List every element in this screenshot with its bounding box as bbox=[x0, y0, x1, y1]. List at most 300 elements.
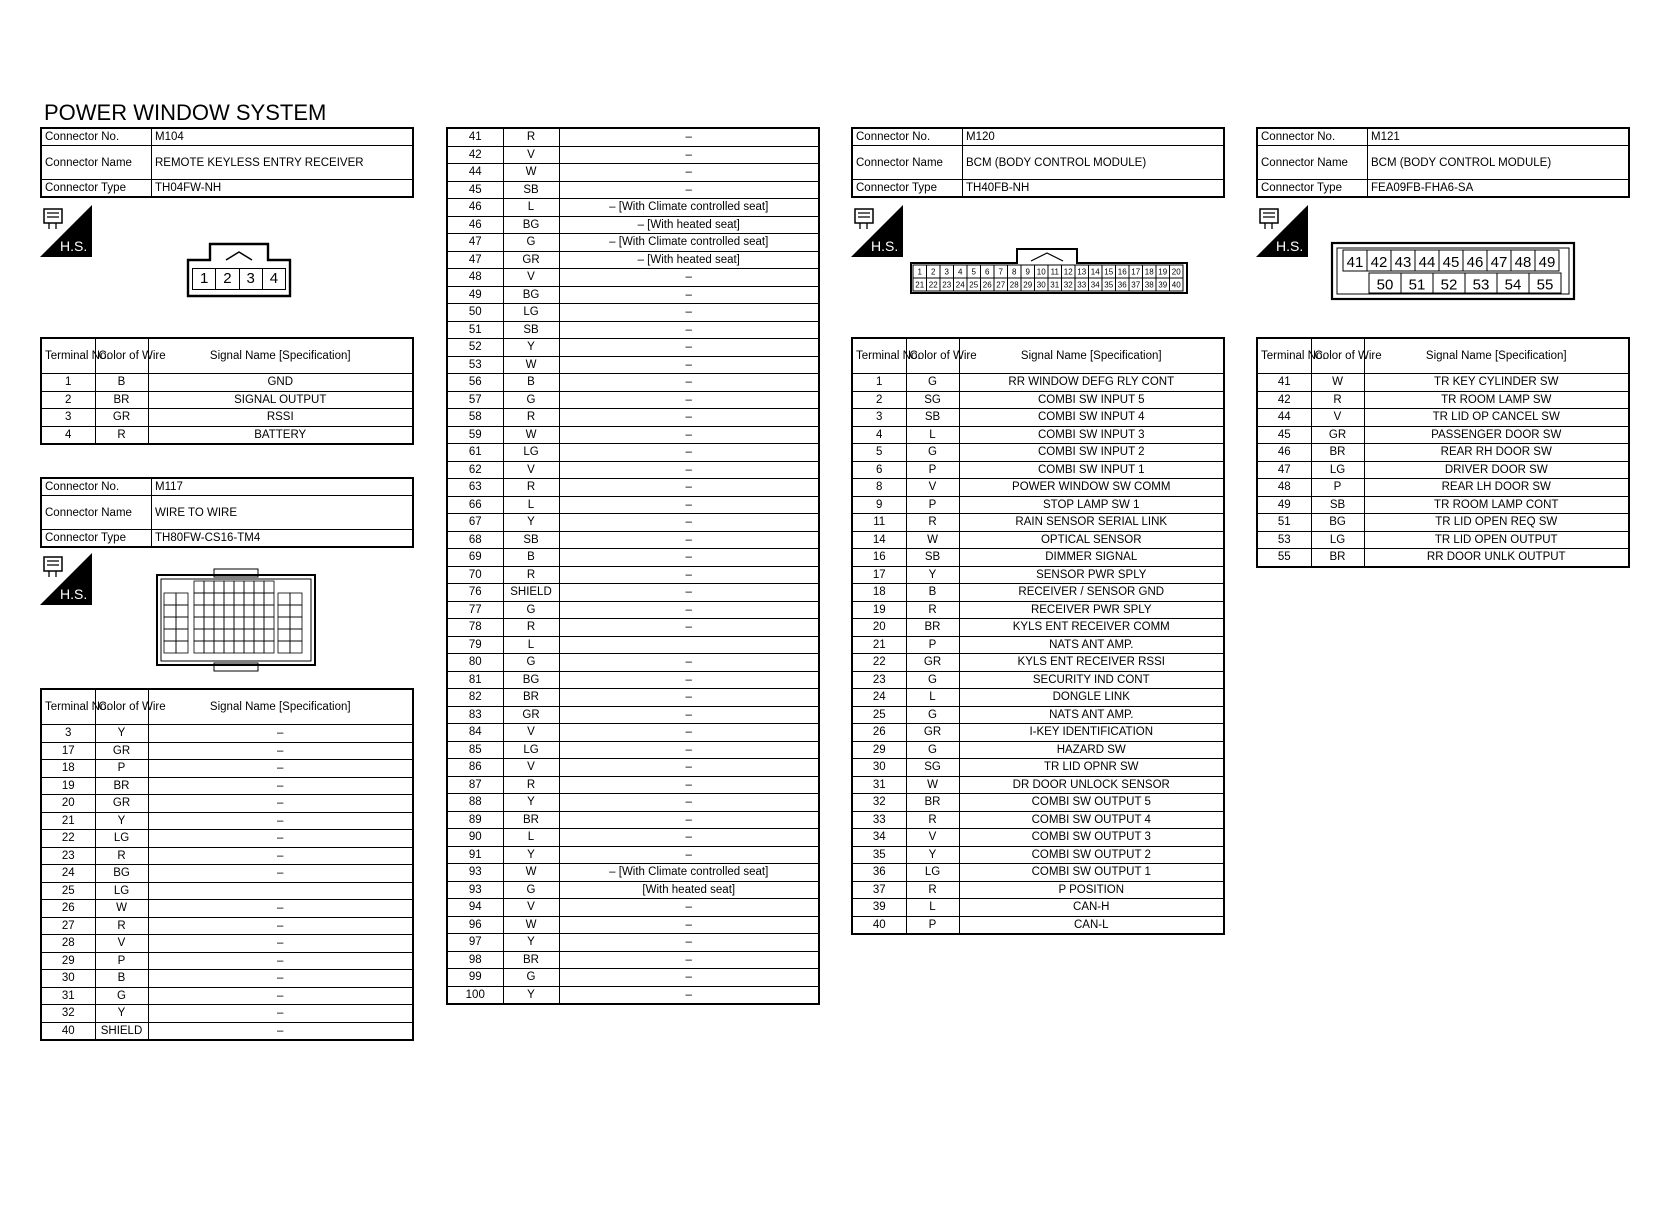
wire-color-cell: BR bbox=[503, 689, 559, 707]
table-row bbox=[447, 986, 819, 1004]
table-row bbox=[447, 496, 819, 514]
signal-name-cell: SECURITY IND CONT bbox=[959, 671, 1224, 689]
table-row bbox=[852, 426, 1224, 444]
terminal-no-cell: 19 bbox=[41, 777, 95, 795]
signal-name-cell: – bbox=[148, 865, 413, 883]
cavity bbox=[254, 641, 264, 653]
terminal-no-cell: 17 bbox=[41, 742, 95, 760]
terminal-no-cell: 67 bbox=[447, 514, 503, 532]
connector-type-value: TH40FB-NH bbox=[963, 180, 1225, 198]
wire-color-cell: BR bbox=[1311, 444, 1364, 462]
wire-color-cell: Y bbox=[95, 725, 148, 743]
signal-name-cell: – bbox=[559, 794, 819, 812]
terminal-no-cell: 76 bbox=[447, 584, 503, 602]
terminal-no-cell: 93 bbox=[447, 881, 503, 899]
terminal-no-cell: 47 bbox=[447, 251, 503, 269]
connector-type-label: Connector Type bbox=[41, 180, 152, 198]
wire-color-cell: G bbox=[503, 969, 559, 987]
terminal-no-cell: 51 bbox=[447, 321, 503, 339]
terminal-no-cell: 48 bbox=[447, 269, 503, 287]
table-row bbox=[41, 812, 413, 830]
pin-number: 17 bbox=[1131, 267, 1141, 277]
cavity bbox=[224, 581, 234, 593]
cavity bbox=[290, 641, 302, 653]
terminal-no-header: Terminal No. bbox=[41, 338, 95, 374]
table-row bbox=[447, 321, 819, 339]
pin-number: 24 bbox=[955, 280, 965, 290]
pin-number: 16 bbox=[1117, 267, 1127, 277]
connector-type-label: Connector Type bbox=[41, 530, 152, 548]
wire-color-cell: B bbox=[95, 374, 148, 392]
table-row bbox=[447, 146, 819, 164]
signal-name-cell: – bbox=[559, 724, 819, 742]
pin-number: 55 bbox=[1536, 276, 1554, 294]
pin-number: 35 bbox=[1104, 280, 1114, 290]
signal-name-cell: – bbox=[559, 181, 819, 199]
table-row bbox=[447, 181, 819, 199]
cavity bbox=[244, 641, 254, 653]
signal-name-cell: COMBI SW INPUT 4 bbox=[959, 409, 1224, 427]
terminal-no-cell: 20 bbox=[41, 795, 95, 813]
pin-3: 3 bbox=[239, 269, 262, 290]
hs-badge-text: H.S. bbox=[60, 238, 88, 254]
table-row bbox=[447, 426, 819, 444]
signal-name-header: Signal Name [Specification] bbox=[959, 338, 1224, 374]
cavity bbox=[264, 629, 274, 641]
wire-color-cell: GR bbox=[906, 654, 959, 672]
signal-name-cell: – bbox=[148, 725, 413, 743]
table-row bbox=[447, 671, 819, 689]
terminal-no-cell: 90 bbox=[447, 829, 503, 847]
cavity bbox=[234, 629, 244, 641]
pin-number: 20 bbox=[1171, 267, 1181, 277]
signal-name-cell: COMBI SW OUTPUT 3 bbox=[959, 829, 1224, 847]
pin-number: 43 bbox=[1394, 254, 1412, 271]
table-row bbox=[447, 706, 819, 724]
terminal-no-cell: 22 bbox=[41, 830, 95, 848]
signal-name-cell: CAN-L bbox=[959, 916, 1224, 934]
terminal-no-cell: 40 bbox=[852, 916, 906, 934]
harness-side-icon bbox=[851, 205, 903, 257]
signal-name-cell: – bbox=[559, 654, 819, 672]
wire-color-cell: BR bbox=[906, 619, 959, 637]
table-row bbox=[1257, 461, 1629, 479]
cavity bbox=[290, 617, 302, 629]
table-row bbox=[852, 391, 1224, 409]
cavity bbox=[290, 593, 302, 605]
table-row bbox=[41, 952, 413, 970]
pin-number: 10 bbox=[1036, 267, 1046, 277]
table-row bbox=[852, 654, 1224, 672]
connector-name-value: BCM (BODY CONTROL MODULE) bbox=[963, 146, 1225, 180]
wire-color-cell: W bbox=[95, 900, 148, 918]
wire-color-cell: LG bbox=[503, 444, 559, 462]
cavity bbox=[254, 629, 264, 641]
color-of-wire-header: Color of Wire bbox=[1311, 338, 1364, 374]
wire-color-cell: BR bbox=[95, 777, 148, 795]
terminal-no-cell: 18 bbox=[852, 584, 906, 602]
wire-color-cell: R bbox=[95, 847, 148, 865]
terminal-no-cell: 45 bbox=[447, 181, 503, 199]
terminal-no-cell: 44 bbox=[1257, 409, 1311, 427]
cavity bbox=[164, 605, 176, 617]
terminal-no-cell: 25 bbox=[852, 706, 906, 724]
cavity bbox=[204, 593, 214, 605]
table-row bbox=[852, 444, 1224, 462]
signal-name-cell: – bbox=[559, 584, 819, 602]
cavity bbox=[194, 641, 204, 653]
terminal-no-cell: 79 bbox=[447, 636, 503, 654]
wire-color-cell: L bbox=[503, 829, 559, 847]
signal-name-cell: TR ROOM LAMP SW bbox=[1364, 391, 1629, 409]
wire-color-cell: GR bbox=[503, 706, 559, 724]
table-row bbox=[447, 339, 819, 357]
signal-name-cell: NATS ANT AMP. bbox=[959, 706, 1224, 724]
signal-name-cell: – bbox=[559, 759, 819, 777]
pin-number: 52 bbox=[1440, 276, 1458, 294]
signal-name-cell: – bbox=[559, 899, 819, 917]
signal-name-cell: – bbox=[559, 304, 819, 322]
cavity bbox=[214, 593, 224, 605]
color-of-wire-header: Color of Wire bbox=[95, 689, 148, 725]
connector-no-value: M117 bbox=[152, 478, 414, 496]
terminal-no-cell: 82 bbox=[447, 689, 503, 707]
terminal-no-cell: 3 bbox=[41, 725, 95, 743]
terminal-no-cell: 36 bbox=[852, 864, 906, 882]
table-row bbox=[447, 776, 819, 794]
signal-name-header: Signal Name [Specification] bbox=[148, 338, 413, 374]
signal-name-cell: – bbox=[559, 969, 819, 987]
harness-side-icon bbox=[40, 553, 92, 605]
table-row bbox=[852, 724, 1224, 742]
terminal-no-cell: 56 bbox=[447, 374, 503, 392]
signal-name-cell: – bbox=[559, 461, 819, 479]
terminal-no-cell: 29 bbox=[41, 952, 95, 970]
signal-name-cell: – [With Climate controlled seat] bbox=[559, 199, 819, 217]
pin-number: 26 bbox=[982, 280, 992, 290]
signal-name-cell: – bbox=[559, 671, 819, 689]
terminal-no-cell: 58 bbox=[447, 409, 503, 427]
m104-connector-face bbox=[186, 242, 292, 303]
cavity bbox=[214, 581, 224, 593]
terminal-no-cell: 11 bbox=[852, 514, 906, 532]
connector-no-label: Connector No. bbox=[41, 478, 152, 496]
pin-number: 45 bbox=[1442, 254, 1460, 271]
signal-name-cell: – bbox=[148, 795, 413, 813]
wire-color-cell: Y bbox=[503, 986, 559, 1004]
pin-number: 5 bbox=[971, 267, 976, 277]
wire-color-cell: GR bbox=[1311, 426, 1364, 444]
table-row bbox=[852, 741, 1224, 759]
wire-color-cell: R bbox=[503, 776, 559, 794]
table-row bbox=[447, 741, 819, 759]
terminal-no-cell: 47 bbox=[447, 234, 503, 252]
terminal-no-cell: 45 bbox=[1257, 426, 1311, 444]
wire-color-cell: Y bbox=[95, 1005, 148, 1023]
wire-color-cell: V bbox=[906, 479, 959, 497]
cavity bbox=[224, 605, 234, 617]
terminal-no-cell: 41 bbox=[447, 128, 503, 146]
signal-name-cell: – bbox=[559, 916, 819, 934]
signal-name-cell: COMBI SW OUTPUT 5 bbox=[959, 794, 1224, 812]
table-row bbox=[852, 776, 1224, 794]
connector-no-label: Connector No. bbox=[852, 128, 963, 146]
signal-name-cell: KYLS ENT RECEIVER RSSI bbox=[959, 654, 1224, 672]
terminal-no-cell: 32 bbox=[852, 794, 906, 812]
pin-number: 54 bbox=[1504, 276, 1522, 294]
cavity bbox=[214, 629, 224, 641]
table-row bbox=[852, 881, 1224, 899]
terminal-no-header: Terminal No. bbox=[1257, 338, 1311, 374]
cavity bbox=[204, 581, 214, 593]
table-row bbox=[447, 899, 819, 917]
signal-name-cell: – bbox=[559, 356, 819, 374]
color-of-wire-header: Color of Wire bbox=[95, 338, 148, 374]
wire-color-cell: W bbox=[906, 776, 959, 794]
signal-name-cell: – bbox=[559, 706, 819, 724]
pin-number: 39 bbox=[1158, 280, 1168, 290]
signal-name-cell: – bbox=[559, 566, 819, 584]
signal-name-cell: – [With Climate controlled seat] bbox=[559, 864, 819, 882]
signal-name-cell: – bbox=[559, 321, 819, 339]
signal-name-cell: – bbox=[559, 689, 819, 707]
pin-number: 31 bbox=[1050, 280, 1060, 290]
terminal-no-cell: 59 bbox=[447, 426, 503, 444]
connector-no-value: M104 bbox=[152, 128, 414, 146]
pin-number: 25 bbox=[969, 280, 979, 290]
table-row bbox=[852, 899, 1224, 917]
signal-name-cell: TR LID OPEN REQ SW bbox=[1364, 514, 1629, 532]
signal-name-cell: – bbox=[559, 286, 819, 304]
terminal-no-cell: 96 bbox=[447, 916, 503, 934]
pin-number: 2 bbox=[931, 267, 936, 277]
table-row bbox=[1257, 426, 1629, 444]
table-row bbox=[852, 514, 1224, 532]
wire-color-cell: P bbox=[95, 952, 148, 970]
cavity bbox=[278, 617, 290, 629]
table-row bbox=[852, 601, 1224, 619]
terminal-no-cell: 22 bbox=[852, 654, 906, 672]
terminal-no-cell: 24 bbox=[852, 689, 906, 707]
wire-color-cell: V bbox=[503, 146, 559, 164]
signal-name-cell: – [With Climate controlled seat] bbox=[559, 234, 819, 252]
wire-color-cell: BG bbox=[503, 286, 559, 304]
connector-name-value: REMOTE KEYLESS ENTRY RECEIVER bbox=[152, 146, 414, 180]
table-row bbox=[447, 654, 819, 672]
table-row bbox=[41, 795, 413, 813]
signal-name-cell: COMBI SW INPUT 3 bbox=[959, 426, 1224, 444]
table-row bbox=[852, 409, 1224, 427]
wire-color-cell: V bbox=[503, 461, 559, 479]
terminal-no-cell: 91 bbox=[447, 846, 503, 864]
wire-color-cell: R bbox=[95, 426, 148, 444]
wire-color-cell: SHIELD bbox=[95, 1022, 148, 1040]
wire-color-cell: Y bbox=[503, 934, 559, 952]
table-row bbox=[41, 1022, 413, 1040]
signal-name-cell: CAN-H bbox=[959, 899, 1224, 917]
wire-color-cell: BR bbox=[1311, 549, 1364, 567]
hs-badge-text: H.S. bbox=[1276, 238, 1304, 254]
wire-color-cell: R bbox=[906, 811, 959, 829]
table-row bbox=[447, 566, 819, 584]
table-row bbox=[41, 374, 413, 392]
pin-number: 9 bbox=[1025, 267, 1030, 277]
table-row bbox=[447, 479, 819, 497]
signal-name-cell: – bbox=[559, 776, 819, 794]
table-row bbox=[447, 444, 819, 462]
cavity bbox=[278, 641, 290, 653]
wire-color-cell: R bbox=[503, 128, 559, 146]
wire-color-cell: G bbox=[503, 601, 559, 619]
terminal-no-cell: 35 bbox=[852, 846, 906, 864]
pin-number: 49 bbox=[1538, 254, 1556, 271]
table-row bbox=[852, 619, 1224, 637]
signal-name-cell: – bbox=[559, 514, 819, 532]
terminal-no-cell: 1 bbox=[852, 374, 906, 392]
signal-name-cell: – bbox=[148, 1022, 413, 1040]
pin-number: 37 bbox=[1131, 280, 1141, 290]
cavity bbox=[224, 617, 234, 629]
terminal-no-header: Terminal No. bbox=[852, 338, 906, 374]
wire-color-cell: SG bbox=[906, 391, 959, 409]
connector-type-value: TH04FW-NH bbox=[152, 180, 414, 198]
signal-name-cell: – bbox=[559, 846, 819, 864]
pin-number: 46 bbox=[1466, 254, 1484, 271]
wire-color-cell: GR bbox=[95, 742, 148, 760]
wire-color-cell: LG bbox=[95, 830, 148, 848]
wire-color-cell: BG bbox=[1311, 514, 1364, 532]
table-row bbox=[1257, 549, 1629, 567]
signal-name-cell: [With heated seat] bbox=[559, 881, 819, 899]
m121-terminal-table bbox=[1256, 337, 1630, 568]
signal-name-cell: KYLS ENT RECEIVER COMM bbox=[959, 619, 1224, 637]
signal-name-cell: – bbox=[559, 391, 819, 409]
cavity bbox=[244, 617, 254, 629]
cavity bbox=[254, 617, 264, 629]
signal-name-cell: – bbox=[559, 549, 819, 567]
terminal-no-cell: 2 bbox=[852, 391, 906, 409]
cavity bbox=[194, 629, 204, 641]
wire-color-cell: P bbox=[1311, 479, 1364, 497]
table-row bbox=[447, 811, 819, 829]
table-row bbox=[852, 916, 1224, 934]
wire-color-cell: W bbox=[503, 356, 559, 374]
terminal-no-cell: 40 bbox=[41, 1022, 95, 1040]
terminal-no-cell: 14 bbox=[852, 531, 906, 549]
terminal-no-cell: 39 bbox=[852, 899, 906, 917]
pin-number: 1 bbox=[917, 267, 922, 277]
signal-name-cell: – bbox=[559, 531, 819, 549]
harness-side-icon bbox=[40, 205, 92, 257]
signal-name-cell: – bbox=[148, 952, 413, 970]
terminal-no-cell: 78 bbox=[447, 619, 503, 637]
wire-color-cell: V bbox=[503, 269, 559, 287]
wire-color-cell: R bbox=[503, 479, 559, 497]
connector-type-label: Connector Type bbox=[852, 180, 963, 198]
wire-color-cell: SB bbox=[1311, 496, 1364, 514]
table-row bbox=[852, 584, 1224, 602]
pin-number: 32 bbox=[1063, 280, 1073, 290]
harness-side-icon bbox=[1256, 205, 1308, 257]
cavity bbox=[194, 605, 204, 617]
pin-number: 21 bbox=[915, 280, 925, 290]
pin-number: 6 bbox=[985, 267, 990, 277]
cavity bbox=[234, 605, 244, 617]
terminal-no-cell: 86 bbox=[447, 759, 503, 777]
pin-number: 14 bbox=[1090, 267, 1100, 277]
table-row bbox=[1257, 374, 1629, 392]
terminal-no-cell: 26 bbox=[41, 900, 95, 918]
terminal-no-cell: 81 bbox=[447, 671, 503, 689]
wire-color-cell: GR bbox=[503, 251, 559, 269]
terminal-no-cell: 20 bbox=[852, 619, 906, 637]
terminal-no-cell: 2 bbox=[41, 391, 95, 409]
connector-name-label: Connector Name bbox=[41, 496, 152, 530]
table-row bbox=[41, 865, 413, 883]
cavity bbox=[164, 629, 176, 641]
pin-number: 36 bbox=[1117, 280, 1127, 290]
page-title: POWER WINDOW SYSTEM bbox=[44, 100, 327, 125]
signal-name-cell: POWER WINDOW SW COMM bbox=[959, 479, 1224, 497]
terminal-no-cell: 94 bbox=[447, 899, 503, 917]
wire-color-cell: LG bbox=[1311, 531, 1364, 549]
signal-name-cell: – bbox=[559, 496, 819, 514]
signal-name-cell bbox=[559, 636, 819, 654]
table-row bbox=[1257, 391, 1629, 409]
table-row bbox=[447, 356, 819, 374]
connector-no-value: M120 bbox=[963, 128, 1225, 146]
wire-color-cell: L bbox=[906, 689, 959, 707]
connector-no-label: Connector No. bbox=[1257, 128, 1368, 146]
terminal-no-cell: 24 bbox=[41, 865, 95, 883]
table-row bbox=[852, 671, 1224, 689]
signal-name-cell: – bbox=[559, 339, 819, 357]
terminal-no-cell: 85 bbox=[447, 741, 503, 759]
table-row bbox=[41, 1005, 413, 1023]
cavity bbox=[278, 605, 290, 617]
table-row bbox=[852, 794, 1224, 812]
pin-number: 51 bbox=[1408, 276, 1426, 294]
cavity bbox=[244, 605, 254, 617]
m120-connector-info bbox=[851, 127, 1225, 198]
wire-color-cell: V bbox=[503, 899, 559, 917]
wire-color-cell: R bbox=[95, 917, 148, 935]
table-row bbox=[447, 164, 819, 182]
cavity bbox=[264, 581, 274, 593]
table-row bbox=[852, 566, 1224, 584]
wire-color-cell: W bbox=[503, 916, 559, 934]
table-row bbox=[1257, 409, 1629, 427]
wire-color-cell: G bbox=[906, 741, 959, 759]
signal-name-header: Signal Name [Specification] bbox=[1364, 338, 1629, 374]
table-row bbox=[1257, 514, 1629, 532]
terminal-no-cell: 9 bbox=[852, 496, 906, 514]
signal-name-cell: – bbox=[148, 900, 413, 918]
signal-name-cell: – bbox=[559, 934, 819, 952]
connector-no-label: Connector No. bbox=[41, 128, 152, 146]
table-row bbox=[41, 725, 413, 743]
table-row bbox=[447, 724, 819, 742]
terminal-no-cell: 3 bbox=[852, 409, 906, 427]
signal-name-cell: SENSOR PWR SPLY bbox=[959, 566, 1224, 584]
wire-color-cell: W bbox=[1311, 374, 1364, 392]
wire-color-cell: BR bbox=[503, 811, 559, 829]
wire-color-cell: LG bbox=[95, 882, 148, 900]
pin-number: 19 bbox=[1158, 267, 1168, 277]
terminal-no-cell: 6 bbox=[852, 461, 906, 479]
hs-badge-text: H.S. bbox=[871, 238, 899, 254]
terminal-no-cell: 87 bbox=[447, 776, 503, 794]
